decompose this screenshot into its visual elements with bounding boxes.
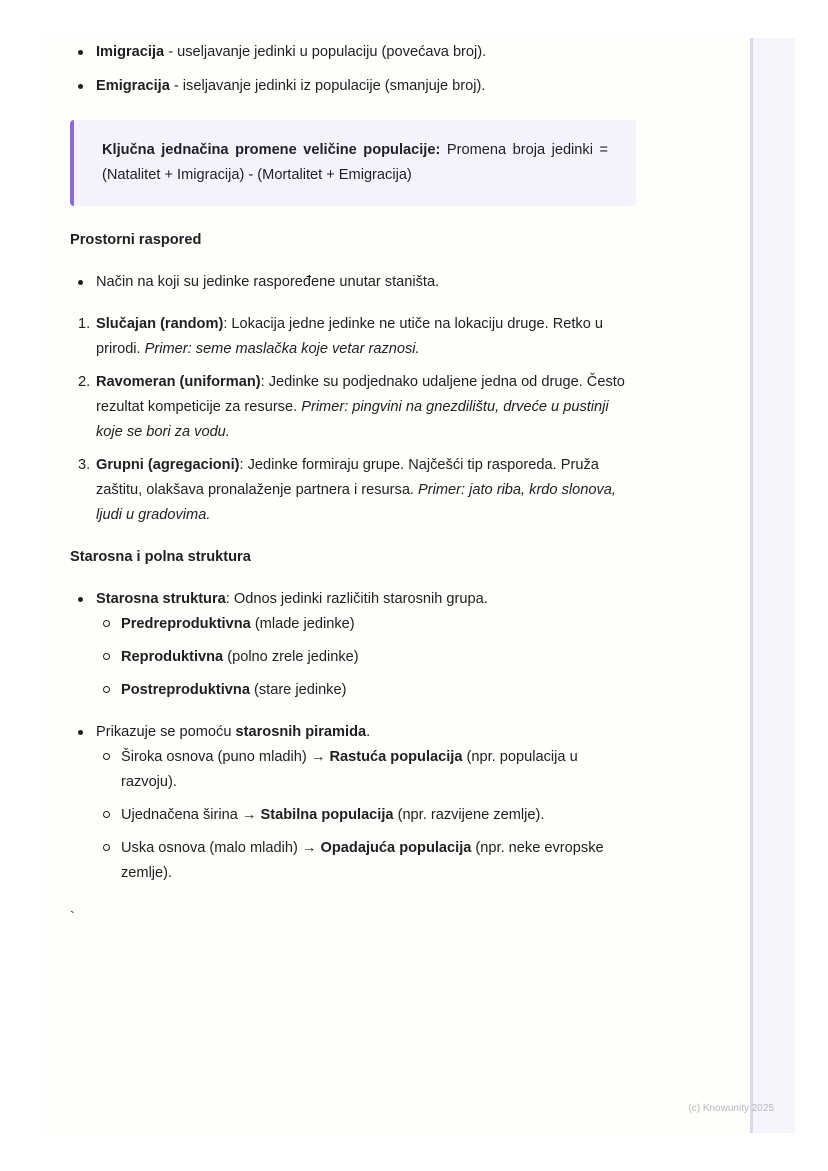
list-item [70, 40, 636, 65]
list-number: 1. [78, 316, 91, 332]
pyramid-suffix: . [366, 724, 371, 740]
pyramid-post: (npr. razvijene zemlje). [393, 807, 545, 823]
pyramid-types-list [96, 745, 636, 886]
pyramid-post: (npr. populacija u razvoju). [121, 749, 578, 790]
pyramid-prefix: Prikazuje se pomoću [96, 724, 236, 740]
sub-list-item [96, 645, 636, 670]
spatial-types-list [70, 312, 636, 528]
group-term: Reproduktivna [121, 649, 224, 665]
sub-list-item [96, 803, 636, 828]
group-description: (stare jedinke) [249, 682, 347, 698]
list-description: : Jedinke su podjednako udaljene jedna od druge. Često rezultat kompeticije za resurse. [96, 374, 625, 415]
list-term: Ravomeran (uniforman) [96, 374, 261, 390]
list-item [70, 453, 636, 528]
spatial-intro-list [70, 270, 636, 295]
list-item [70, 270, 636, 295]
callout-text: Promena broja jedinki = (Natalitet + Imigracija) - (Mortalitet + Emigracija) [102, 142, 609, 183]
sub-list-item [96, 612, 636, 637]
age-structure-list [70, 587, 636, 886]
stray-mark: ` [70, 908, 75, 924]
list-number: 3. [78, 457, 91, 473]
list-item [70, 312, 636, 362]
group-description: (polno zrele jedinke) [223, 649, 359, 665]
term-description: - iseljavanje jedinki iz populacije (smanjuje broj). [169, 78, 486, 94]
pyramid-term: starosnih piramida [235, 724, 367, 740]
list-item [70, 74, 636, 99]
list-item [70, 370, 636, 445]
pyramid-type: Stabilna populacija [260, 807, 394, 823]
group-term: Postreproduktivna [121, 682, 250, 698]
pyramid-type: Rastuća populacija [329, 749, 463, 765]
list-term: Starosna struktura [96, 591, 226, 607]
pyramid-type: Opadajuća populacija [320, 840, 472, 856]
group-description: (mlade jedinke) [250, 616, 355, 632]
sub-list-item [96, 678, 636, 703]
pyramid-post: (npr. neke evropske zemlje). [121, 840, 604, 881]
list-item [70, 720, 636, 886]
pyramid-pre: Uska osnova (malo mladih) → [121, 840, 321, 856]
migration-list [70, 40, 636, 99]
pyramid-pre: Široka osnova (puno mladih) → [121, 749, 330, 765]
term-emigration: Emigracija [96, 78, 170, 94]
term-description: - useljavanje jedinki u populaciju (povećava broj). [164, 44, 487, 60]
section-heading-spatial: Prostorni raspored [70, 232, 202, 248]
section-heading-age: Starosna i polna struktura [70, 549, 251, 565]
spatial-intro: Način na koji su jedinke raspoređene unutar staništa. [96, 274, 440, 290]
key-equation-callout [70, 120, 636, 206]
list-example: Primer: seme maslačka koje vetar raznosi. [144, 341, 420, 357]
side-panel [750, 38, 795, 1133]
list-example: Primer: pingvini na gnezdilištu, drveće u pustinji koje se bori za vodu. [96, 399, 609, 440]
list-term: Slučajan (random) [96, 316, 224, 332]
term-immigration: Imigracija [96, 44, 165, 60]
callout-label: Ključna jednačina promene veličine populacije: [102, 142, 441, 158]
list-description: : Odnos jedinki različitih starosnih grupa. [225, 591, 488, 607]
list-item [70, 587, 636, 703]
footer-copyright: (c) Knowunity 2025 [688, 1103, 774, 1114]
group-term: Predreproduktivna [121, 616, 251, 632]
sub-list-item [96, 745, 636, 795]
age-groups-list [96, 612, 636, 703]
list-description: : Lokacija jedne jedinke ne utiče na lokaciju druge. Retko u prirodi. [96, 316, 603, 357]
document-content [70, 40, 636, 929]
pyramid-pre: Ujednačena širina → [121, 807, 261, 823]
sub-list-item [96, 836, 636, 886]
list-term: Grupni (agregacioni) [96, 457, 240, 473]
list-description: : Jedinke formiraju grupe. Najčešći tip rasporeda. Pruža zaštitu, olakšava pronalaženje partnera i resursa. [96, 457, 599, 498]
list-number: 2. [78, 374, 91, 390]
list-example: Primer: jato riba, krdo slonova, ljudi u gradovima. [96, 482, 616, 523]
